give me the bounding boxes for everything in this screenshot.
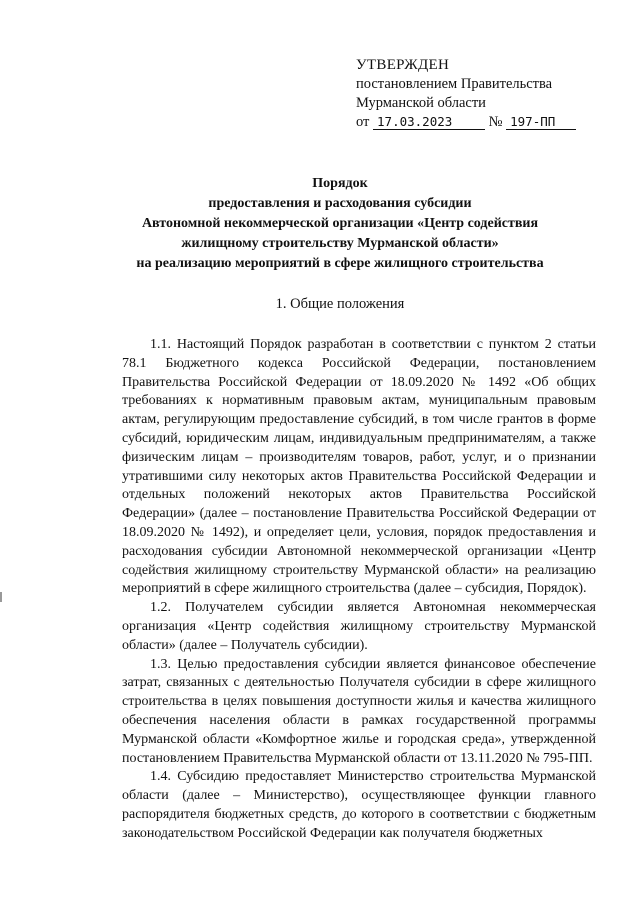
title-line-1: Порядок xyxy=(312,176,368,191)
paragraph-1-3: 1.3. Целью предоставления субсидии является финансовое обеспечение затрат, связанных с деятельностью Получателя субсидии в сфере жилищного строительства в целях повышения доступности жилья и качества жилищного обеспечения населения области в рамках государственной программы Мурманской области «Комфортное жилье и городская среда», утвержденной постановлением Правительства Мурманской области от 13.11.2020 № 795-ПП. xyxy=(122,656,596,766)
approval-line-1: постановлением Правительства xyxy=(356,76,553,92)
approval-date: 17.03.2023 xyxy=(373,114,485,130)
body-text xyxy=(122,336,596,844)
approval-stamp xyxy=(356,56,596,132)
paragraph-1-4: 1.4. Субсидию предоставляет Министерство строительства Мурманской области (далее – Министерство), осуществляющее функции главного распорядителя бюджетных средств, до которого в соответствии с бюджетным законодательством Российской Федерации как получателя бюджетных xyxy=(122,769,596,841)
approval-number-sign: № xyxy=(488,114,503,130)
approval-number: 197-ПП xyxy=(506,114,576,130)
approval-from-prefix: от xyxy=(356,114,370,130)
paragraph-1-2: 1.2. Получателем субсидии является Автономная некоммерческая организация «Центр содействия жилищному строительству Мурманской области» (далее – Получатель субсидии). xyxy=(122,600,596,653)
approval-line-2: Мурманской области xyxy=(356,95,486,111)
scan-edge-mark xyxy=(0,592,2,602)
approval-date-line xyxy=(356,113,596,132)
paragraph-1-1: 1.1. Настоящий Порядок разработан в соответствии с пунктом 2 статьи 78.1 Бюджетного кодекса Российской Федерации, постановлением Правительства Российской Федерации от 18.09.2020 № 1492 «Об общих требованиях к нормативным правовым актам, муниципальным правовым актам, регулирующим предоставление субсидий, в том числе грантов в форме субсидий, юридическим лицам, индивидуальным предпринимателям, а также физическим лицам – производителям товаров, работ, услуг, и о признании утратившими силу некоторых актов Правительства Российской Федерации и отдельных положений некоторых актов Правительства Российской Федерации» (далее – постановление Правительства Российской Федерации от 18.09.2020 № 1492), и определяет цели, условия, порядок предоставления и расходования субсидии Автономной некоммерческой организации «Центр содействия жилищному строительству Мурманской области» на реализацию мероприятий в сфере жилищного строительства (далее – субсидия, Порядок). xyxy=(122,337,596,597)
document-title xyxy=(100,174,580,274)
title-line-2: предоставления и расходования субсидии xyxy=(208,196,472,211)
section-heading: 1. Общие положения xyxy=(275,296,405,312)
approval-heading: УТВЕРЖДЕН xyxy=(356,57,450,73)
title-line-3: Автономной некоммерческой организации «Центр содействия xyxy=(141,216,539,231)
title-line-5: на реализацию мероприятий в сфере жилищного строительства xyxy=(136,256,544,271)
title-line-4: жилищному строительству Мурманской области» xyxy=(181,236,499,251)
